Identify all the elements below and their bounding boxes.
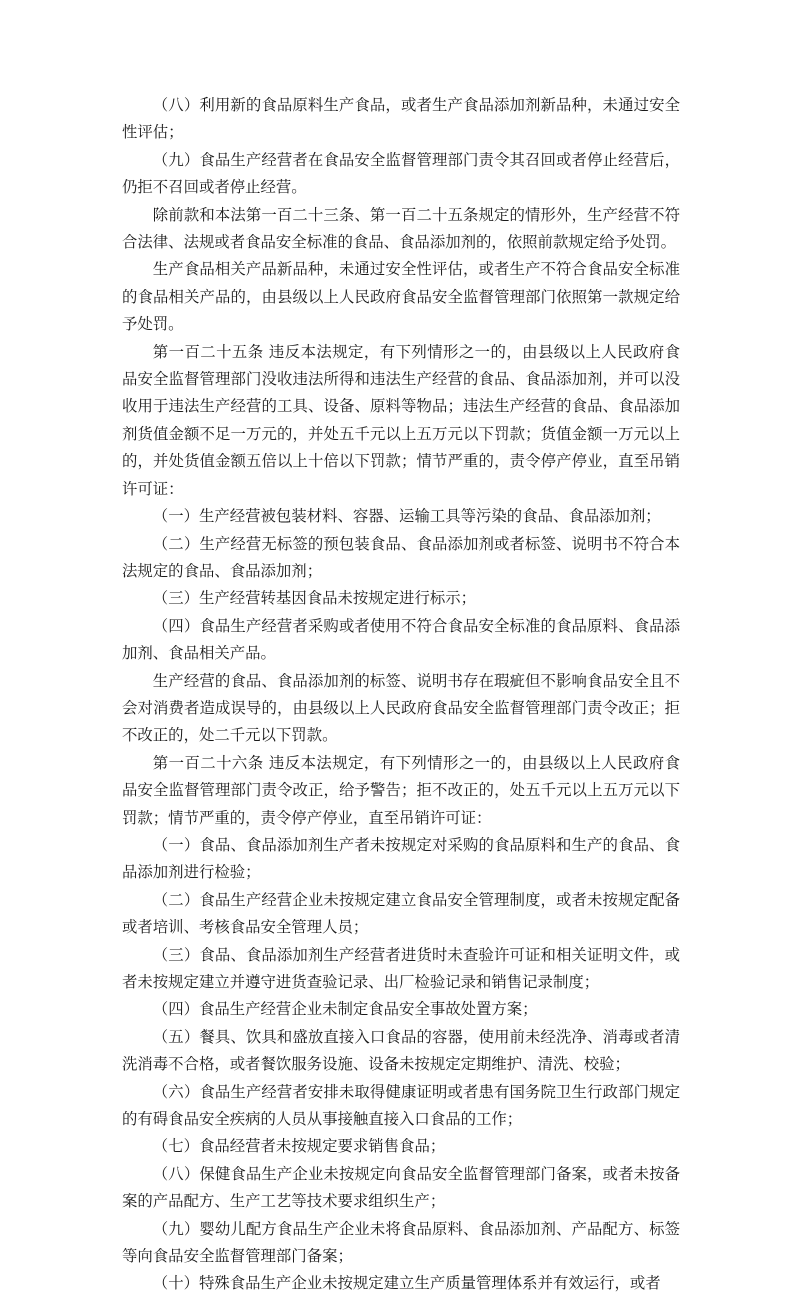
paragraph: （九）食品生产经营者在食品安全监督管理部门责令其召回或者停止经营后，仍拒不召回或者停止经营。: [122, 150, 680, 197]
article-125-paragraph: 第一百二十五条 违反本法规定，有下列情形之一的，由县级以上人民政府食品安全监督管理部门没收违法所得和违法生产经营的食品、食品添加剂，并可以没收用于违法生产经营的工具、设备、原料等物品；违法生产经营的食品、食品添加剂货值金额不足一万元的，并处五千元以上五万元以下罚款；货值金额一万元以上的，并处货值金额五倍以上十倍以下罚款；情节严重的，责令停产停业，直至吊销许可证：: [122, 342, 680, 498]
article-126-paragraph: 第一百二十六条 违反本法规定，有下列情形之一的，由县级以上人民政府食品安全监督管理部门责令改正，给予警告；拒不改正的，处五千元以上五万元以下罚款；情节严重的，责令停产停业，直至吊销许可证：: [122, 753, 680, 827]
paragraph: （三）生产经营转基因食品未按规定进行标示；: [152, 589, 477, 608]
document-body: [122, 92, 680, 1298]
paragraph: （六）食品生产经营者安排未取得健康证明或者患有国务院卫生行政部门规定的有碍食品安全疾病的人员从事接触直接入口食品的工作；: [122, 1082, 680, 1129]
paragraph: （一）生产经营被包装材料、容器、运输工具等污染的食品、食品添加剂；: [152, 507, 661, 526]
paragraph: （三）食品、食品添加剂生产经营者进货时未查验许可证和相关证明文件，或者未按规定建立并遵守进货查验记录、出厂检验记录和销售记录制度；: [122, 945, 680, 991]
paragraph: （五）餐具、饮具和盛放直接入口食品的容器，使用前未经洗净、消毒或者清洗消毒不合格，或者餐饮服务设施、设备未按规定定期维护、清洗、校验；: [122, 1027, 680, 1074]
paragraph: （一）食品、食品添加剂生产者未按规定对采购的食品原料和生产的食品、食品添加剂进行检验；: [122, 835, 680, 882]
paragraph: （七）食品经营者未按规定要求销售食品；: [152, 1137, 446, 1156]
paragraph: （二）生产经营无标签的预包装食品、食品添加剂或者标签、说明书不符合本法规定的食品、食品添加剂；: [122, 534, 680, 580]
paragraph: （四）食品生产经营企业未制定食品安全事故处置方案；: [152, 1000, 538, 1019]
paragraph: 生产经营的食品、食品添加剂的标签、说明书存在瑕疵但不影响食品安全且不会对消费者造成误导的，由县级以上人民政府食品安全监督管理部门责令改正；拒不改正的，处二千元以下罚款。: [122, 671, 680, 745]
paragraph: （九）婴幼儿配方食品生产企业未将食品原料、食品添加剂、产品配方、标签等向食品安全监督管理部门备案；: [122, 1219, 680, 1266]
paragraph: （八）利用新的食品原料生产食品，或者生产食品添加剂新品种，未通过安全性评估；: [122, 96, 680, 142]
paragraph: （四）食品生产经营者采购或者使用不符合食品安全标准的食品原料、食品添加剂、食品相关产品。: [122, 616, 680, 663]
paragraph: 生产食品相关产品新品种，未通过安全性评估，或者生产不符合食品安全标准的食品相关产品的，由县级以上人民政府食品安全监督管理部门依照第一款规定给予处罚。: [122, 260, 680, 334]
paragraph: （二）食品生产经营企业未按规定建立食品安全管理制度，或者未按规定配备或者培训、考核食品安全管理人员；: [122, 890, 680, 937]
paragraph: 除前款和本法第一百二十三条、第一百二十五条规定的情形外，生产经营不符合法律、法规或者食品安全标准的食品、食品添加剂的，依照前款规定给予处罚。: [122, 205, 680, 252]
paragraph: （十）特殊食品生产企业未按规定建立生产质量管理体系并有效运行，或者: [152, 1274, 661, 1293]
paragraph: （八）保健食品生产企业未按规定向食品安全监督管理部门备案，或者未按备案的产品配方、生产工艺等技术要求组织生产；: [122, 1164, 680, 1211]
